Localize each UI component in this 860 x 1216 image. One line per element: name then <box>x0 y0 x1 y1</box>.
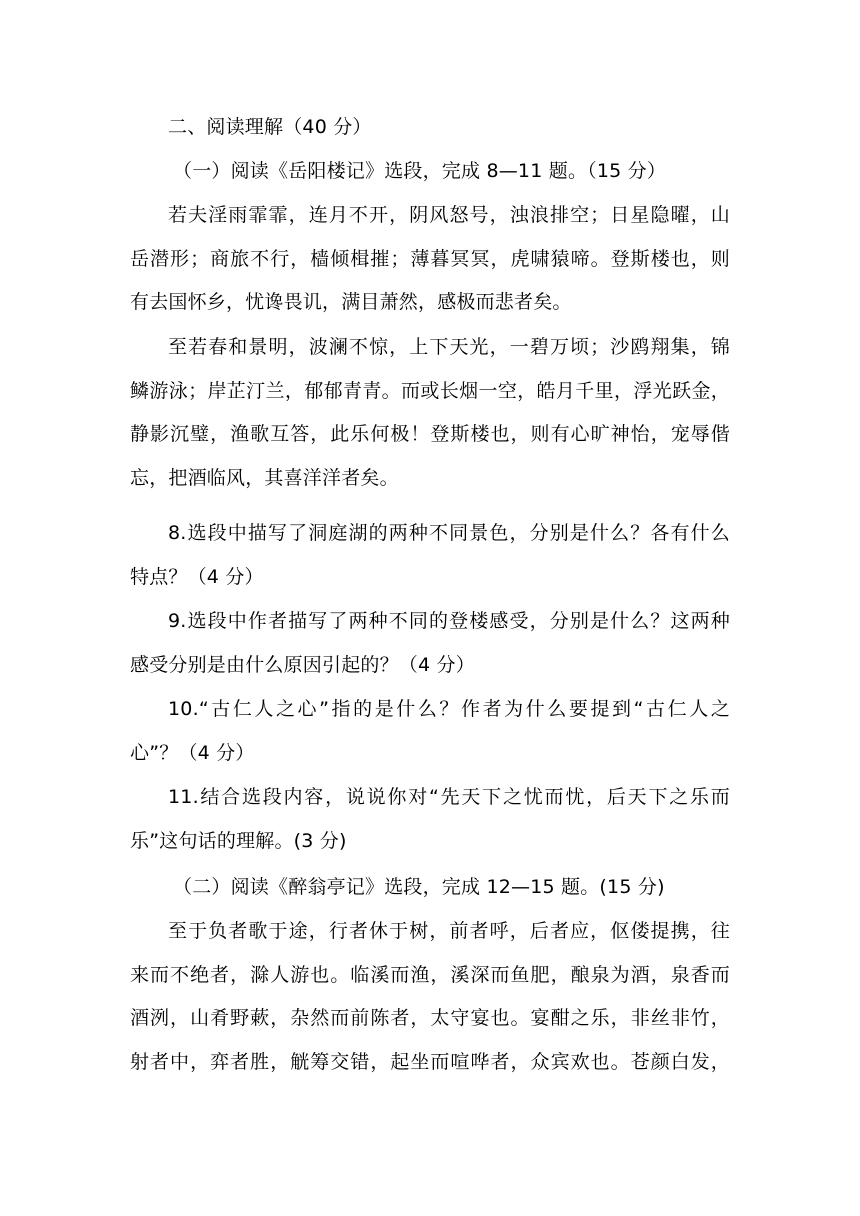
question-line: 乐”这句话的理解。(3 分) <box>130 829 347 852</box>
passage-line: 岳潜形；商旅不行，樯倾楫摧；薄暮冥冥，虎啸猿啼。登斯楼也，则 <box>130 247 730 270</box>
question-line: 11.结合选段内容，说说你对“先天下之忧而忧，后天下之乐而 <box>168 786 730 808</box>
question-11 <box>130 776 730 863</box>
question-line: 感受分别是由什么原因引起的？（4 分） <box>130 653 475 676</box>
section-title <box>130 106 730 150</box>
passage1-paragraph2 <box>130 326 730 500</box>
part1-heading-text: （一）阅读《岳阳楼记》选段，完成 8—11 题。（15 分） <box>173 160 667 182</box>
part2-heading <box>130 866 730 910</box>
passage2-paragraph1 <box>130 910 730 1084</box>
question-9 <box>130 600 730 687</box>
question-line: 10.“古仁人之心”指的是什么？作者为什么要提到“古仁人之 <box>168 698 730 720</box>
question-8 <box>130 512 730 599</box>
passage-line: 酒洌，山肴野蔌，杂然而前陈者，太守宴也。宴酣之乐，非丝非竹， <box>130 1007 730 1029</box>
passage-line: 至若春和景明，波澜不惊，上下天光，一碧万顷；沙鸥翔集，锦 <box>168 336 730 358</box>
passage-line: 来而不绝者，滁人游也。临溪而渔，溪深而鱼肥，酿泉为酒，泉香而 <box>130 963 730 986</box>
part2-heading-text: （二）阅读《醉翁亭记》选段，完成 12—15 题。(15 分) <box>173 876 665 898</box>
question-line: 心”？（4 分） <box>130 741 255 764</box>
question-line: 9.选段中作者描写了两种不同的登楼感受，分别是什么？这两种 <box>168 610 730 632</box>
passage-line: 若夫淫雨霏霏，连月不开，阴风怒号，浊浪排空；日星隐曜，山 <box>168 204 730 226</box>
question-line: 特点？（4 分） <box>130 565 264 588</box>
section-title-text: 二、阅读理解（40 分） <box>168 116 372 138</box>
question-10 <box>130 688 730 775</box>
passage-line: 至于负者歌于途，行者休于树，前者呼，后者应，伛偻提携，往 <box>168 920 730 942</box>
passage-line: 射者中，弈者胜，觥筹交错，起坐而喧哗者，众宾欢也。苍颜白发， <box>130 1050 730 1073</box>
passage-line: 有去国怀乡，忧谗畏讥，满目萧然，感极而悲者矣。 <box>130 291 572 313</box>
question-line: 8.选段中描写了洞庭湖的两种不同景色，分别是什么？各有什么 <box>168 522 730 544</box>
passage1-paragraph1 <box>130 194 730 325</box>
passage-line: 静影沉璧，渔歌互答，此乐何极！登斯楼也，则有心旷神怡，宠辱偕 <box>130 423 730 445</box>
passage-line: 鳞游泳；岸芷汀兰，郁郁青青。而或长烟一空，皓月千里，浮光跃金， <box>130 379 730 402</box>
part1-heading <box>130 150 730 194</box>
passage-line: 忘，把酒临风，其喜洋洋者矣。 <box>130 466 399 489</box>
